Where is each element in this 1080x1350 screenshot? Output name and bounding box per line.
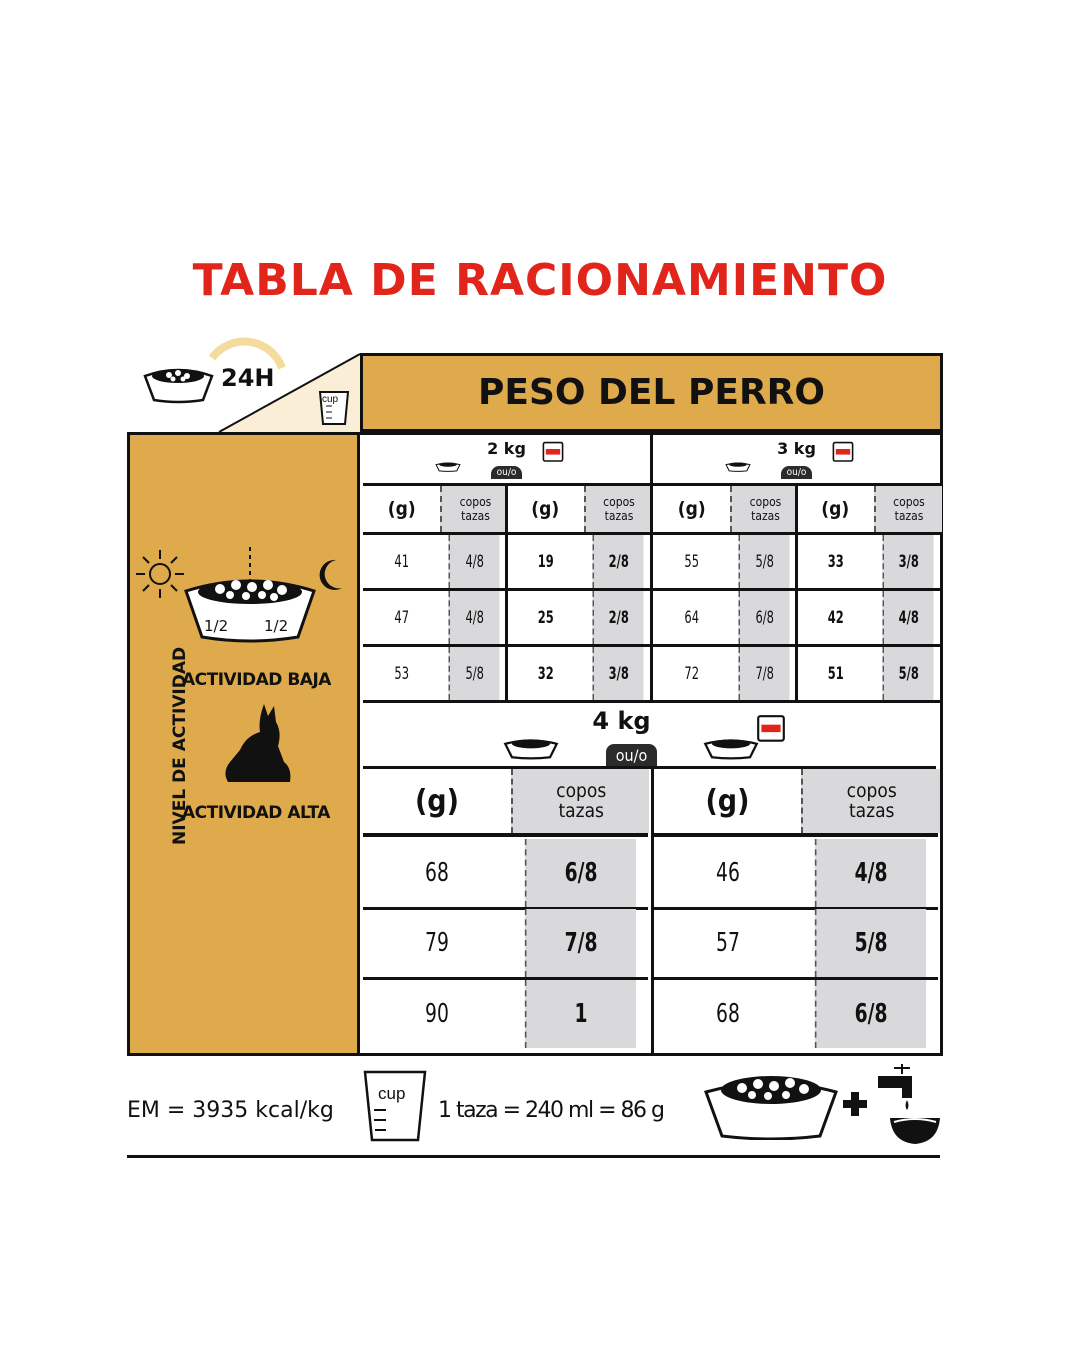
- grams-cell-text: 19: [537, 551, 554, 572]
- big-col-divider: [651, 769, 654, 1053]
- big-cup-header-2: tazas: [558, 800, 604, 822]
- weight-label-1-text: 3 kg: [777, 438, 816, 458]
- big-grams-cell: [378, 839, 496, 907]
- cups-cell-text: 7/8: [756, 663, 775, 684]
- big-grams-cell: [668, 909, 786, 977]
- grams-cell-text: 64: [684, 607, 700, 628]
- conversion-label: 1 taza = 240 ml = 86 g: [438, 1098, 664, 1123]
- cups-cell: [592, 591, 643, 644]
- big-cups-cell-text: 7/8: [564, 928, 598, 958]
- big-g-header-text: (g): [414, 783, 459, 819]
- row-line: [363, 644, 650, 647]
- big-weight-text: 4 kg: [592, 707, 651, 735]
- row-line: [653, 644, 940, 647]
- big-cup-header-1: copos: [846, 780, 897, 802]
- bowl-icon: [141, 362, 216, 404]
- weight-label-0: [363, 437, 650, 459]
- plus-icon: [843, 1092, 867, 1116]
- cups-cell-text: 4/8: [898, 607, 919, 628]
- cups-cell: [592, 535, 643, 588]
- cup-header-2: tazas: [751, 509, 780, 523]
- activity-high-label: ACTIVIDAD ALTA: [182, 803, 330, 823]
- g-header-text: (g): [531, 498, 560, 520]
- big-cups-cell: [815, 980, 926, 1048]
- cups-cell-text: 5/8: [756, 551, 775, 572]
- period-label: 24H: [221, 364, 275, 392]
- row-line: [653, 588, 940, 591]
- big-grams-cell-text: 68: [715, 999, 740, 1029]
- cups-cell: [449, 647, 500, 700]
- activity-low-label: ACTIVIDAD BAJA: [182, 670, 331, 690]
- small-tables: [363, 435, 940, 703]
- cups-cell: [449, 591, 500, 644]
- grams-cell: [663, 647, 721, 700]
- cup-header-1: copos: [459, 495, 492, 509]
- cups-cell: [739, 591, 790, 644]
- cup-header-1: copos: [603, 495, 635, 509]
- weight-label-0-text: 2 kg: [487, 438, 526, 458]
- cups-cell-text: 3/8: [898, 551, 919, 572]
- big-or-label: [363, 744, 940, 766]
- big-cups-cell-text: 5/8: [855, 928, 888, 958]
- grams-cell: [373, 591, 431, 644]
- grams-cell-text: 41: [394, 551, 410, 572]
- big-cups-cell-text: 6/8: [855, 999, 888, 1029]
- big-row-line: [363, 833, 648, 837]
- grams-cell-text: 42: [827, 607, 844, 628]
- large-bowl-icon: [702, 1068, 840, 1140]
- big-or-pill: ou/o: [606, 744, 658, 767]
- grams-cell-text: 47: [394, 607, 410, 628]
- cups-cell-text: 2/8: [608, 607, 629, 628]
- cups-cell-text: 3/8: [608, 663, 629, 684]
- grams-cell-text: 51: [827, 663, 844, 684]
- big-cups-cell: [525, 980, 636, 1048]
- half-left: 1/2: [204, 617, 229, 635]
- moon-icon: [318, 558, 344, 592]
- activity-vertical-label: NIVEL DE ACTIVIDAD: [170, 646, 190, 845]
- cup-header-2: tazas: [604, 509, 634, 523]
- g-header-text: (g): [677, 498, 706, 520]
- pouch-big-icon: [755, 714, 787, 743]
- cups-cell: [882, 591, 933, 644]
- big-cup-header-2: tazas: [848, 800, 895, 822]
- cup-icon-label: cup: [322, 394, 339, 405]
- grams-cell-text: 53: [394, 663, 410, 684]
- cups-cell-text: 5/8: [466, 663, 485, 684]
- grams-cell: [663, 591, 721, 644]
- g-header: [507, 486, 584, 532]
- big-grams-cell: [378, 980, 496, 1048]
- grams-cell-text: 55: [684, 551, 700, 572]
- table-divider: [650, 435, 653, 703]
- grams-cell: [663, 535, 721, 588]
- grams-cell: [516, 591, 574, 644]
- cups-cell: [882, 647, 933, 700]
- grams-cell: [373, 535, 431, 588]
- cups-cell-text: 2/8: [608, 551, 629, 572]
- big-g-header-text: (g): [705, 783, 750, 819]
- big-table: [363, 706, 940, 1053]
- grams-cell: [806, 591, 864, 644]
- or-label-0: [363, 463, 650, 481]
- cups-cell: [739, 535, 790, 588]
- cup-header: [440, 486, 508, 532]
- or-pill-0: ou/o: [491, 466, 523, 479]
- small-bottom-line: [363, 700, 940, 703]
- half-right: 1/2: [264, 617, 289, 635]
- grams-cell: [373, 647, 431, 700]
- sun-icon: [136, 548, 184, 600]
- page-title: TABLA DE RACIONAMIENTO: [192, 255, 888, 306]
- big-g-header: [654, 769, 802, 833]
- grams-cell-text: 33: [827, 551, 844, 572]
- grams-cell: [806, 535, 864, 588]
- pouch-icon-0: [541, 441, 565, 463]
- row-line: [653, 532, 940, 535]
- big-cup-header-1: copos: [556, 780, 607, 802]
- cup-header-1: copos: [893, 495, 925, 509]
- energy-label: EM = 3935 kcal/kg: [127, 1098, 334, 1123]
- cup-header-2: tazas: [894, 509, 924, 523]
- row-line: [363, 588, 650, 591]
- or-pill-1: ou/o: [781, 466, 813, 479]
- big-cups-cell: [815, 839, 926, 907]
- big-cup-header: [511, 769, 650, 833]
- peso-title: PESO DEL PERRO: [477, 372, 825, 413]
- cup-header-1: copos: [749, 495, 782, 509]
- cups-cell: [739, 647, 790, 700]
- big-cups-cell-text: 6/8: [564, 858, 598, 888]
- weight-label-1: [653, 437, 940, 459]
- or-label-1: [653, 463, 940, 481]
- cups-cell: [882, 535, 933, 588]
- grams-cell-text: 72: [684, 663, 700, 684]
- big-grams-cell: [668, 980, 786, 1048]
- g-header: [797, 486, 874, 532]
- big-grams-cell: [668, 839, 786, 907]
- big-row-line: [654, 833, 939, 837]
- col-divider: [505, 486, 508, 700]
- cup-header: [730, 486, 798, 532]
- cups-cell-text: 4/8: [466, 607, 485, 628]
- cup-header: [584, 486, 652, 532]
- cups-cell: [592, 647, 643, 700]
- big-grams-cell-text: 79: [425, 928, 449, 958]
- big-grams-cell: [378, 909, 496, 977]
- big-cups-cell: [525, 839, 636, 907]
- grams-cell: [806, 647, 864, 700]
- big-grams-cell-text: 68: [425, 858, 449, 888]
- g-header: [653, 486, 730, 532]
- big-grams-cell-text: 46: [715, 858, 740, 888]
- cup-header: [874, 486, 942, 532]
- cup-header-2: tazas: [461, 509, 490, 523]
- cups-cell-text: 4/8: [466, 551, 485, 572]
- big-cups-cell-text: 4/8: [855, 858, 888, 888]
- grams-cell-text: 25: [537, 607, 554, 628]
- big-weight-label: [333, 708, 910, 734]
- pouch-icon-1: [831, 441, 855, 463]
- big-grams-cell-text: 57: [715, 928, 740, 958]
- water-tap-icon: [876, 1062, 942, 1146]
- dog-icon: [220, 702, 296, 786]
- cup-measure-label: cup: [378, 1084, 406, 1103]
- cups-cell-text: 6/8: [756, 607, 775, 628]
- big-g-header: [363, 769, 511, 833]
- grams-cell-text: 32: [537, 663, 554, 684]
- big-cup-header: [801, 769, 940, 833]
- big-cups-cell: [525, 909, 636, 977]
- big-cups-cell: [815, 909, 926, 977]
- grams-cell: [516, 647, 574, 700]
- g-header: [363, 486, 440, 532]
- big-cups-cell-text: 1: [574, 999, 588, 1029]
- footer-divider: [127, 1155, 940, 1158]
- big-grams-cell-text: 90: [425, 999, 449, 1029]
- row-line: [363, 532, 650, 535]
- cup-measure-icon: [362, 1068, 428, 1142]
- cups-cell-text: 5/8: [898, 663, 919, 684]
- col-divider: [795, 486, 798, 700]
- cups-cell: [449, 535, 500, 588]
- grams-cell: [516, 535, 574, 588]
- bowl-split-icon: [180, 545, 320, 645]
- g-header-text: (g): [387, 498, 416, 520]
- g-header-text: (g): [821, 498, 850, 520]
